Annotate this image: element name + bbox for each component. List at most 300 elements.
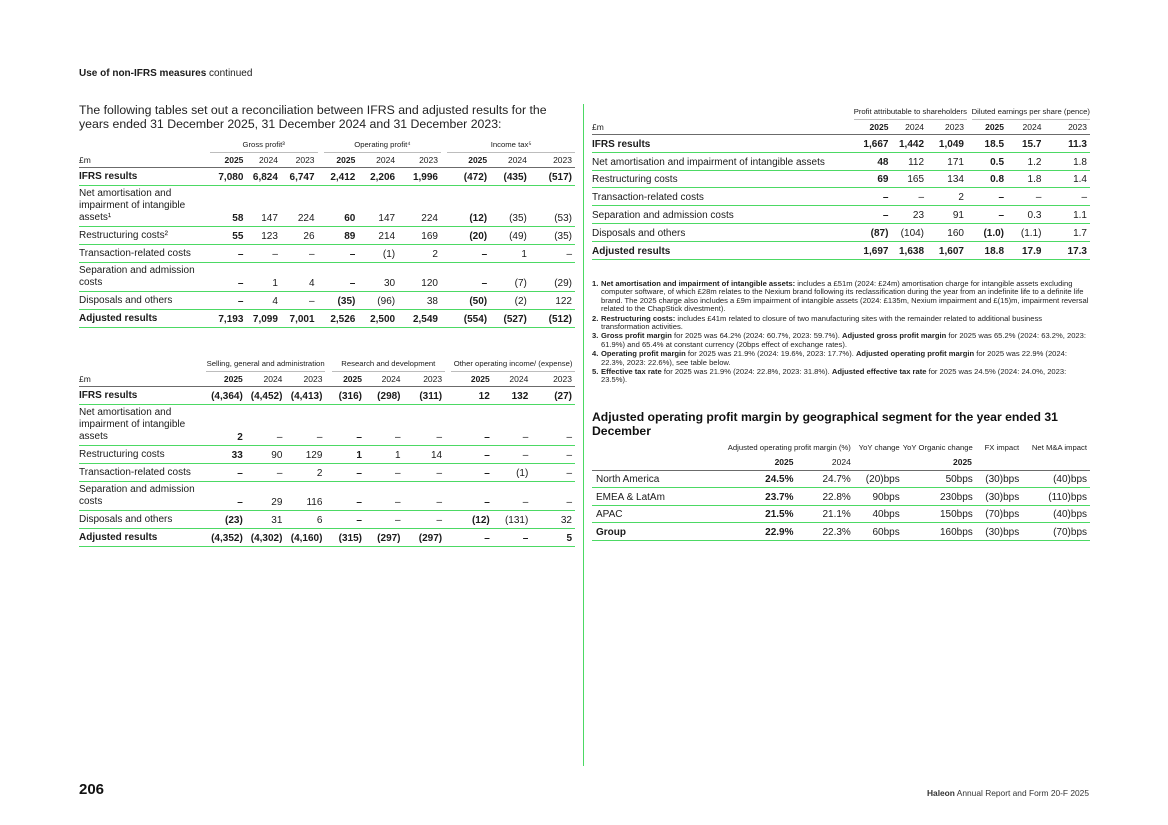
cell-value: – (332, 482, 365, 511)
year-header: 2024 (246, 153, 281, 168)
year-header: 2025 (854, 120, 892, 135)
table-row (592, 188, 1090, 206)
cell-value: 1,667 (854, 135, 892, 153)
row-label: Adjusted results (79, 310, 210, 328)
row-label: Net amortisation and impairment of intangible assets¹ (79, 186, 210, 227)
cell-value: (517) (530, 168, 575, 186)
table-row (592, 488, 1090, 506)
cell-value: (1) (358, 245, 398, 263)
cell-value: (50) (447, 292, 490, 310)
cell-value: 1,607 (927, 241, 967, 259)
cell-value: 48 (854, 152, 892, 170)
table-row (79, 227, 575, 245)
geo-header: Net M&A impact (1031, 443, 1087, 452)
cell-value: 14 (404, 446, 446, 464)
row-label: Separation and admission costs (79, 482, 206, 511)
year-header: 2024 (490, 153, 530, 168)
cell-value: 224 (281, 186, 318, 227)
cell-value: (7) (490, 263, 530, 292)
unit-label: £m (79, 153, 210, 168)
cell-value: – (246, 245, 281, 263)
cell-value: – (281, 292, 318, 310)
table-row (79, 263, 575, 292)
cell-value: (4,364) (206, 387, 246, 405)
cell-value: (30)bps (976, 470, 1022, 488)
footnote: 2. Restructuring costs: includes £41m related to closure of two manufacturing sites with the remainder related to additional business transformation activities. (592, 313, 1043, 332)
year-header: 2023 (281, 153, 318, 168)
row-label: Group (592, 523, 728, 541)
row-label: Adjusted results (79, 529, 206, 547)
table-row (79, 292, 575, 310)
cell-value: (20) (447, 227, 490, 245)
year-header: 2024 (246, 372, 286, 387)
cell-value: – (493, 529, 532, 547)
table-row (79, 168, 575, 186)
cell-value: 29 (246, 482, 286, 511)
table-row (592, 206, 1090, 224)
table-row (79, 446, 575, 464)
cell-value: – (246, 464, 286, 482)
cell-value: – (493, 482, 532, 511)
cell-value: 1.1 (1044, 206, 1090, 224)
cell-value: – (210, 292, 247, 310)
cell-value: 122 (530, 292, 575, 310)
cell-value: (23) (206, 511, 246, 529)
footnote: 4. Operating profit margin for 2025 was 21.9% (2024: 19.6%, 2023: 17.7%). Adjusted operating profit margin for 2025 was 22.9% (2024: 22.3%, 2023: 22.6%), see table below. (592, 349, 1067, 367)
cell-value: 55 (210, 227, 247, 245)
cell-value: 147 (246, 186, 281, 227)
geo-header: FX impact (984, 443, 1020, 452)
cell-value: 147 (358, 186, 398, 227)
cell-value: 17.9 (1007, 241, 1044, 259)
cell-value: 2 (285, 464, 325, 482)
row-label: Adjusted results (592, 241, 854, 259)
cell-value: (49) (490, 227, 530, 245)
cell-value: 17.3 (1044, 241, 1090, 259)
group-header: Profit attributable to shareholders (854, 107, 967, 120)
cell-value: (4,302) (246, 529, 286, 547)
row-label: Restructuring costs (592, 170, 854, 188)
cell-value: (104) (891, 223, 927, 241)
cell-value: 1 (332, 446, 365, 464)
row-label: EMEA & LatAm (592, 488, 728, 506)
cell-value: 6,747 (281, 168, 318, 186)
cell-value: – (404, 482, 446, 511)
cell-value: – (332, 464, 365, 482)
cell-value: 132 (493, 387, 532, 405)
table-row (79, 529, 575, 547)
row-label: Net amortisation and impairment of intangible assets (79, 405, 206, 446)
cell-value: – (210, 245, 247, 263)
cell-value: (297) (365, 529, 404, 547)
cell-value: (554) (447, 310, 490, 328)
row-label: Disposals and others (79, 292, 210, 310)
row-label: Transaction-related costs (79, 245, 210, 263)
year-header: 2025 (447, 153, 490, 168)
year-header: 2025 (324, 153, 359, 168)
page-number: 206 (79, 781, 105, 798)
cell-value: 7,001 (281, 310, 318, 328)
cell-value: (1.0) (972, 223, 1007, 241)
cell-value: – (365, 405, 404, 446)
geo-margin-table (592, 443, 1090, 541)
cell-value: (12) (447, 186, 490, 227)
table-row (592, 170, 1090, 188)
intro-paragraph: The following tables set out a reconciliation between IFRS and adjusted results for the years ended 31 December 2025, 31 December 2024 and 31 December 2023: (79, 103, 547, 131)
cell-value: 1,049 (927, 135, 967, 153)
group-header: Diluted earnings per share (pence) (972, 107, 1090, 120)
cell-value: – (531, 464, 575, 482)
table-row (592, 223, 1090, 241)
cell-value: 1 (490, 245, 530, 263)
cell-value: 1.8 (1007, 170, 1044, 188)
cell-value: (30)bps (976, 523, 1022, 541)
cell-value: – (285, 405, 325, 446)
year-header: 2025 (903, 455, 1022, 470)
cell-value: 160 (927, 223, 967, 241)
unit-label: £m (79, 372, 206, 387)
group-header: Gross profit³ (210, 140, 318, 153)
cell-value: – (531, 446, 575, 464)
cell-value: 230bps (903, 488, 976, 506)
cell-value: 7,193 (210, 310, 247, 328)
row-label: Transaction-related costs (79, 464, 206, 482)
cell-value: 24.5% (728, 470, 797, 488)
cell-value: 1,442 (891, 135, 927, 153)
cell-value: (1.1) (1007, 223, 1044, 241)
table-row (592, 523, 1090, 541)
cell-value: 169 (398, 227, 441, 245)
row-label: APAC (592, 505, 728, 523)
cell-value: 91 (927, 206, 967, 224)
cell-value: 1.8 (1044, 152, 1090, 170)
cell-value: – (451, 446, 493, 464)
cell-value: (316) (332, 387, 365, 405)
group-header: Operating profit⁴ (324, 140, 441, 153)
cell-value: 60bps (854, 523, 903, 541)
cell-value: (70)bps (976, 505, 1022, 523)
cell-value: 32 (531, 511, 575, 529)
cell-value: 6 (285, 511, 325, 529)
section-heading: Use of non-IFRS measures continued (79, 68, 253, 79)
cell-value: 1,638 (891, 241, 927, 259)
table-row (79, 245, 575, 263)
year-header: 2023 (1044, 120, 1090, 135)
cell-value: 22.3% (797, 523, 854, 541)
cell-value: 134 (927, 170, 967, 188)
year-header: 2023 (927, 120, 967, 135)
cell-value: – (972, 206, 1007, 224)
cell-value: 2 (927, 188, 967, 206)
cell-value: 30 (358, 263, 398, 292)
cell-value: 22.9% (728, 523, 797, 541)
table-row (79, 511, 575, 529)
cell-value: 1 (365, 446, 404, 464)
table-row (79, 310, 575, 328)
cell-value: 15.7 (1007, 135, 1044, 153)
cell-value: 11.3 (1044, 135, 1090, 153)
row-label: Separation and admission costs (79, 263, 210, 292)
cell-value: 171 (927, 152, 967, 170)
table-row (592, 505, 1090, 523)
cell-value: (40)bps (1022, 505, 1090, 523)
cell-value: 90bps (854, 488, 903, 506)
cell-value: 4 (246, 292, 281, 310)
cell-value: 1.7 (1044, 223, 1090, 241)
year-header: 2025 (206, 372, 246, 387)
cell-value: – (451, 405, 493, 446)
cell-value: 33 (206, 446, 246, 464)
cell-value: – (332, 405, 365, 446)
cell-value: (40)bps (1022, 470, 1090, 488)
cell-value: (96) (358, 292, 398, 310)
geo-header: YoY Organic change (902, 443, 973, 452)
cell-value: 2,526 (324, 310, 359, 328)
cell-value: 38 (398, 292, 441, 310)
cell-value: 26 (281, 227, 318, 245)
table-row (79, 482, 575, 511)
table-row (79, 186, 575, 227)
year-header: 2024 (891, 120, 927, 135)
row-label: Separation and admission costs (592, 206, 854, 224)
cell-value: (110)bps (1022, 488, 1090, 506)
cell-value: 40bps (854, 505, 903, 523)
row-label: North America (592, 470, 728, 488)
year-header: 2025 (210, 153, 247, 168)
sga-rd-other-table (79, 359, 575, 547)
cell-value: (2) (490, 292, 530, 310)
cell-value: 89 (324, 227, 359, 245)
gross-operating-tax-table (79, 140, 575, 328)
cell-value: – (854, 188, 892, 206)
cell-value: – (531, 482, 575, 511)
cell-value: 116 (285, 482, 325, 511)
cell-value: – (1044, 188, 1090, 206)
cell-value: (35) (324, 292, 359, 310)
footer-brand: Haleon Annual Report and Form 20-F 2025 (926, 788, 1089, 798)
year-header: 2025 (728, 455, 797, 470)
cell-value: (29) (530, 263, 575, 292)
table-row (79, 464, 575, 482)
year-header: 2024 (1007, 120, 1044, 135)
cell-value: (4,413) (285, 387, 325, 405)
footnote: 5. Effective tax rate for 2025 was 21.9% (2024: 22.8%, 2023: 31.8%). Adjusted effective tax rate for 2025 was 24.5% (2024: 24.0%, 2023: 23.5%). (592, 367, 1067, 385)
cell-value: – (324, 245, 359, 263)
cell-value: 22.8% (797, 488, 854, 506)
cell-value: 90 (246, 446, 286, 464)
cell-value: 7,080 (210, 168, 247, 186)
cell-value: – (447, 263, 490, 292)
cell-value: – (365, 511, 404, 529)
cell-value: 1.4 (1044, 170, 1090, 188)
cell-value: 112 (891, 152, 927, 170)
cell-value: 2,500 (358, 310, 398, 328)
cell-value: 50bps (903, 470, 976, 488)
cell-value: (298) (365, 387, 404, 405)
cell-value: 60 (324, 186, 359, 227)
cell-value: (4,452) (246, 387, 286, 405)
cell-value: – (493, 405, 532, 446)
cell-value: – (324, 263, 359, 292)
cell-value: 2,206 (358, 168, 398, 186)
profit-eps-table (592, 107, 1090, 260)
cell-value: 150bps (903, 505, 976, 523)
cell-value: 160bps (903, 523, 976, 541)
footnote: 3. Gross profit margin for 2025 was 64.2% (2024: 60.7%, 2023: 59.7%). Adjusted gross profit margin for 2025 was 65.2% (2024: 63.2%, 2023: 61.9%) and 65.4% at constant currency (20bps effect of exchange rates). (592, 331, 1086, 349)
cell-value: – (530, 245, 575, 263)
column-divider (583, 104, 584, 766)
cell-value: – (206, 482, 246, 511)
cell-value: 1 (246, 263, 281, 292)
cell-value: (472) (447, 168, 490, 186)
cell-value: 2 (398, 245, 441, 263)
row-label: Disposals and others (592, 223, 854, 241)
table-row (79, 405, 575, 446)
year-header: 2023 (530, 153, 575, 168)
cell-value: 24.7% (797, 470, 854, 488)
group-header: Income tax⁵ (447, 140, 575, 153)
cell-value: 4 (281, 263, 318, 292)
cell-value: 58 (210, 186, 247, 227)
unit-label: £m (592, 120, 854, 135)
cell-value: (30)bps (976, 488, 1022, 506)
year-header: 2023 (404, 372, 446, 387)
cell-value: (20)bps (854, 470, 903, 488)
row-label: Transaction-related costs (592, 188, 854, 206)
cell-value: – (891, 188, 927, 206)
geo-section-title: Adjusted operating profit margin by geographical segment for the year ended 31 December (592, 410, 1058, 438)
group-header: Other operating income/ (expense) (451, 359, 575, 372)
year-header: 2025 (972, 120, 1007, 135)
cell-value: (297) (404, 529, 446, 547)
year-header: 2024 (358, 153, 398, 168)
cell-value: – (1007, 188, 1044, 206)
cell-value: (35) (490, 186, 530, 227)
cell-value: – (206, 464, 246, 482)
row-label: Disposals and others (79, 511, 206, 529)
cell-value: – (972, 188, 1007, 206)
cell-value: – (451, 529, 493, 547)
year-header: 2024 (493, 372, 532, 387)
cell-value: 120 (398, 263, 441, 292)
cell-value: (1) (493, 464, 532, 482)
cell-value: (131) (493, 511, 532, 529)
cell-value: (4,352) (206, 529, 246, 547)
table-row (79, 387, 575, 405)
cell-value: (87) (854, 223, 892, 241)
cell-value: (311) (404, 387, 446, 405)
footnote: 1. Net amortisation and impairment of intangible assets: includes a £51m (2024: £24m) amortisation charge for intangible assets excluding computer software, of which £28m relates to the Nexium brand following its reclassification during the year from an indefinite life to a definite life brand. The 2025 charge also includes a £9m impairment of intangible assets (2024: £135m, Nexium impairment and £(15)m, impairment reversal related to the ChapStick divestment). (592, 279, 1089, 314)
cell-value: 0.3 (1007, 206, 1044, 224)
cell-value: – (332, 511, 365, 529)
cell-value: 2,549 (398, 310, 441, 328)
table-row (592, 152, 1090, 170)
cell-value: 5 (531, 529, 575, 547)
cell-value: – (281, 245, 318, 263)
cell-value: (4,160) (285, 529, 325, 547)
cell-value: 23.7% (728, 488, 797, 506)
footnotes (592, 280, 1090, 386)
cell-value: 23 (891, 206, 927, 224)
cell-value: 1,996 (398, 168, 441, 186)
cell-value: 31 (246, 511, 286, 529)
row-label: IFRS results (79, 387, 206, 405)
row-label: Restructuring costs (79, 446, 206, 464)
cell-value: – (854, 206, 892, 224)
cell-value: 2 (206, 405, 246, 446)
cell-value: 0.8 (972, 170, 1007, 188)
row-label: Restructuring costs² (79, 227, 210, 245)
cell-value: 123 (246, 227, 281, 245)
cell-value: 7,099 (246, 310, 281, 328)
table-row (592, 470, 1090, 488)
geo-header: YoY change (858, 443, 900, 452)
year-header: 2023 (398, 153, 441, 168)
group-header: Selling, general and administration (206, 359, 326, 372)
cell-value: 214 (358, 227, 398, 245)
cell-value: 6,824 (246, 168, 281, 186)
cell-value: 1.2 (1007, 152, 1044, 170)
cell-value: – (451, 482, 493, 511)
row-label: IFRS results (79, 168, 210, 186)
geo-header: Adjusted operating profit margin (%) (727, 443, 851, 452)
row-label: Net amortisation and impairment of intangible assets (592, 152, 854, 170)
cell-value: 1,697 (854, 241, 892, 259)
table-row (592, 135, 1090, 153)
cell-value: 69 (854, 170, 892, 188)
cell-value: (527) (490, 310, 530, 328)
year-header: 2023 (531, 372, 575, 387)
cell-value: 129 (285, 446, 325, 464)
cell-value: 21.5% (728, 505, 797, 523)
cell-value: (27) (531, 387, 575, 405)
cell-value: 0.5 (972, 152, 1007, 170)
cell-value: 2,412 (324, 168, 359, 186)
table-row (592, 241, 1090, 259)
cell-value: (70)bps (1022, 523, 1090, 541)
year-header: 2023 (285, 372, 325, 387)
year-header: 2024 (797, 455, 854, 470)
cell-value: 18.8 (972, 241, 1007, 259)
cell-value: – (404, 405, 446, 446)
cell-value: – (365, 482, 404, 511)
cell-value: – (210, 263, 247, 292)
cell-value: 21.1% (797, 505, 854, 523)
cell-value: (315) (332, 529, 365, 547)
year-header: 2025 (451, 372, 493, 387)
cell-value: – (404, 464, 446, 482)
cell-value: 18.5 (972, 135, 1007, 153)
cell-value: (35) (530, 227, 575, 245)
cell-value: 12 (451, 387, 493, 405)
cell-value: (53) (530, 186, 575, 227)
cell-value: (435) (490, 168, 530, 186)
cell-value: – (404, 511, 446, 529)
cell-value: – (451, 464, 493, 482)
cell-value: – (447, 245, 490, 263)
cell-value: – (246, 405, 286, 446)
cell-value: – (365, 464, 404, 482)
cell-value: – (493, 446, 532, 464)
cell-value: (512) (530, 310, 575, 328)
group-header: Research and development (332, 359, 446, 372)
row-label: IFRS results (592, 135, 854, 153)
year-header: 2024 (365, 372, 404, 387)
cell-value: 224 (398, 186, 441, 227)
cell-value: (12) (451, 511, 493, 529)
cell-value: – (531, 405, 575, 446)
cell-value: 165 (891, 170, 927, 188)
